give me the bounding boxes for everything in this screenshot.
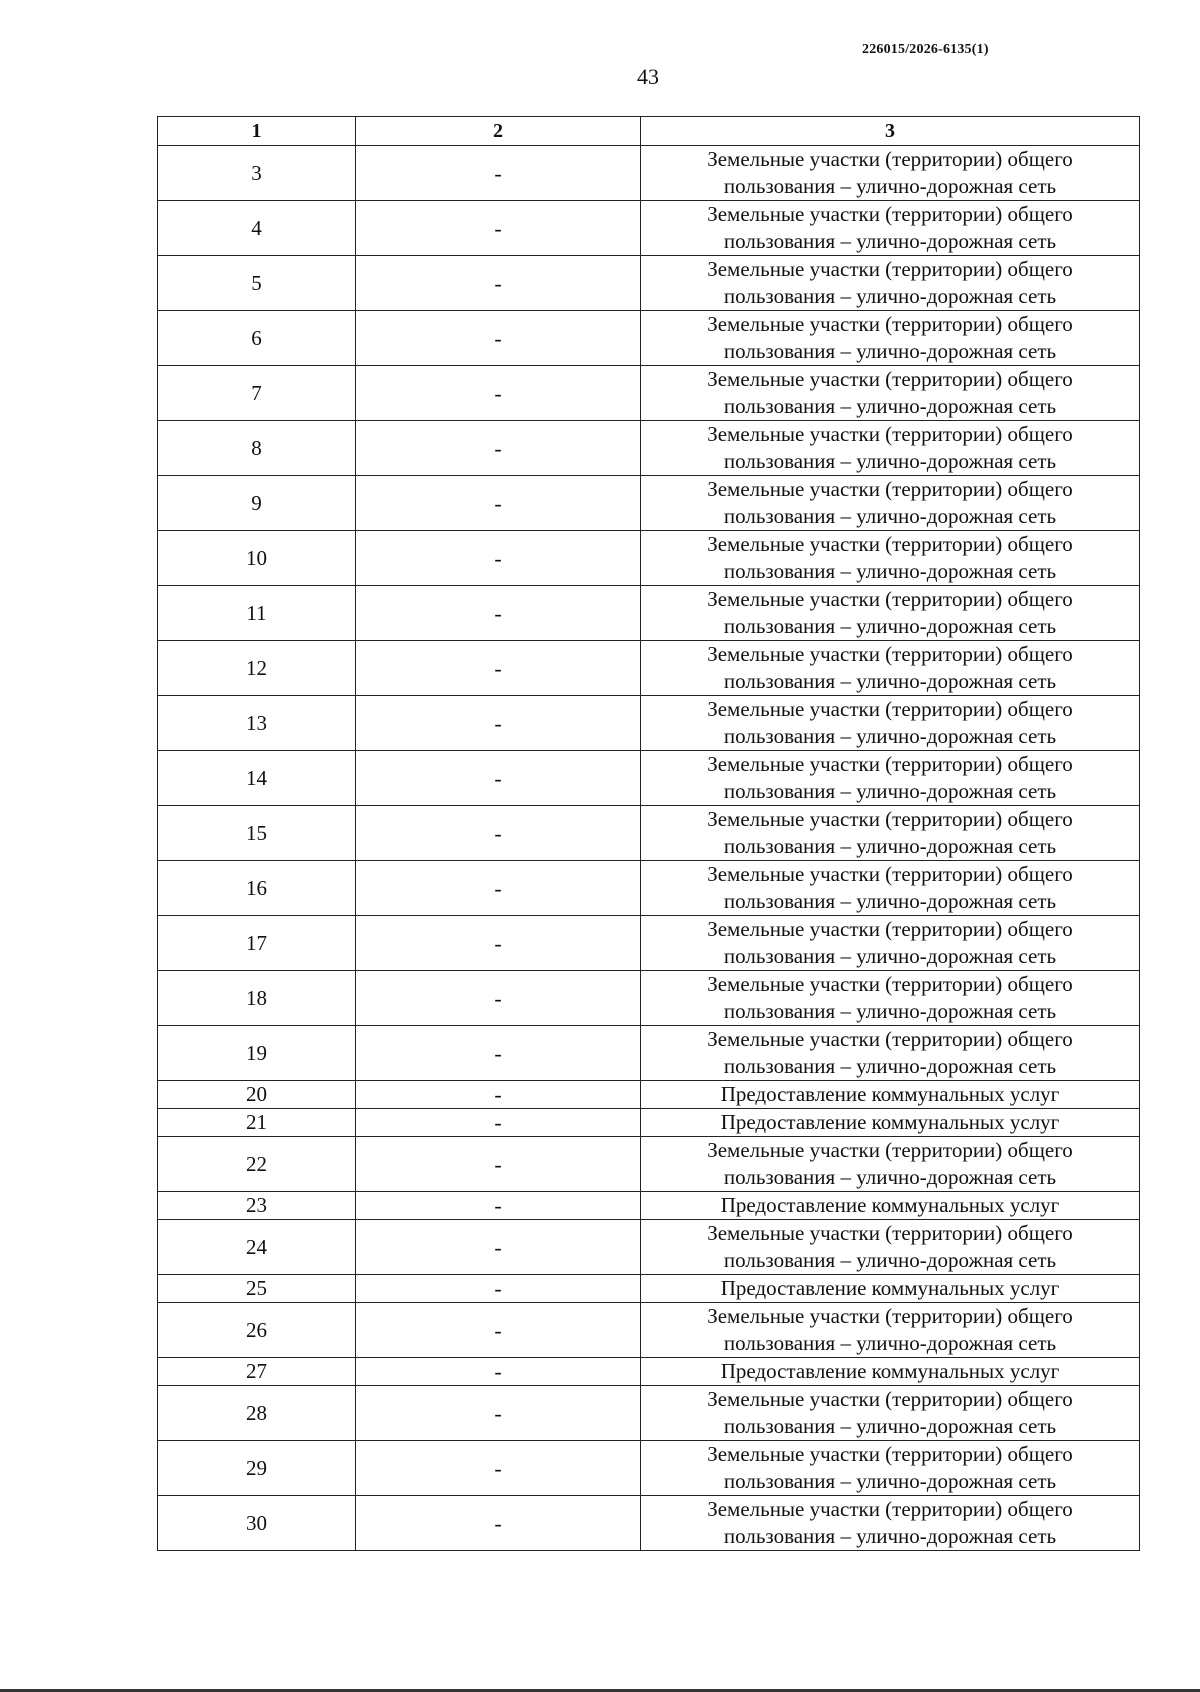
land-use-line-1: Земельные участки (территории) общего xyxy=(707,1221,1073,1245)
table-row xyxy=(158,1386,1140,1441)
column-2-cell: - xyxy=(356,366,641,421)
land-use-cell xyxy=(641,1220,1140,1275)
land-use-cell xyxy=(641,751,1140,806)
column-2-cell: - xyxy=(356,696,641,751)
land-use-cell xyxy=(641,1441,1140,1496)
row-number-cell: 12 xyxy=(158,641,356,696)
row-number-cell: 10 xyxy=(158,531,356,586)
table-row xyxy=(158,696,1140,751)
column-2-cell: - xyxy=(356,1441,641,1496)
column-2-cell: - xyxy=(356,1137,641,1192)
land-use-cell xyxy=(641,421,1140,476)
row-number-cell: 9 xyxy=(158,476,356,531)
column-2-cell: - xyxy=(356,641,641,696)
land-use-line-1: Земельные участки (территории) общего xyxy=(707,1138,1073,1162)
table-row xyxy=(158,1496,1140,1551)
land-use-cell xyxy=(641,641,1140,696)
land-use-line-2: пользования – улично-дорожная сеть xyxy=(723,669,1057,693)
land-use-line-2: пользования – улично-дорожная сеть xyxy=(723,1054,1057,1078)
row-number-cell: 11 xyxy=(158,586,356,641)
land-use-line-1: Земельные участки (территории) общего xyxy=(707,202,1073,226)
land-use-line-1: Земельные участки (территории) общего xyxy=(707,862,1073,886)
column-2-cell: - xyxy=(356,1496,641,1551)
column-2-cell: - xyxy=(356,861,641,916)
row-number-cell: 23 xyxy=(158,1192,356,1220)
table-row xyxy=(158,531,1140,586)
land-use-cell xyxy=(641,1386,1140,1441)
table-row xyxy=(158,421,1140,476)
land-use-line-1: Земельные участки (территории) общего xyxy=(707,917,1073,941)
land-use-line-2: пользования – улично-дорожная сеть xyxy=(723,1414,1057,1438)
row-number-cell: 27 xyxy=(158,1358,356,1386)
table-row xyxy=(158,751,1140,806)
table-row xyxy=(158,1303,1140,1358)
land-use-cell xyxy=(641,1303,1140,1358)
table-row xyxy=(158,1026,1140,1081)
land-use-line-1: Предоставление коммунальных услуг xyxy=(720,1359,1060,1383)
row-number-cell: 15 xyxy=(158,806,356,861)
land-use-cell xyxy=(641,1496,1140,1551)
land-use-cell xyxy=(641,201,1140,256)
column-2-cell: - xyxy=(356,806,641,861)
land-use-line-2: пользования – улично-дорожная сеть xyxy=(723,504,1057,528)
table-row xyxy=(158,586,1140,641)
table-row xyxy=(158,641,1140,696)
column-2-cell: - xyxy=(356,476,641,531)
land-use-line-1: Земельные участки (территории) общего xyxy=(707,1442,1073,1466)
land-use-line-2: пользования – улично-дорожная сеть xyxy=(723,889,1057,913)
row-number-cell: 20 xyxy=(158,1081,356,1109)
land-use-cell xyxy=(641,1081,1140,1109)
land-use-line-2: пользования – улично-дорожная сеть xyxy=(723,614,1057,638)
land-use-cell xyxy=(641,531,1140,586)
column-2-cell: - xyxy=(356,1220,641,1275)
land-use-cell xyxy=(641,1192,1140,1220)
land-use-line-1: Земельные участки (территории) общего xyxy=(707,477,1073,501)
land-use-line-1: Земельные участки (территории) общего xyxy=(707,807,1073,831)
land-use-line-1: Земельные участки (территории) общего xyxy=(707,752,1073,776)
land-use-line-1: Предоставление коммунальных услуг xyxy=(720,1110,1060,1134)
land-use-line-2: пользования – улично-дорожная сеть xyxy=(723,559,1057,583)
column-header-1: 1 xyxy=(158,117,356,146)
column-2-cell: - xyxy=(356,201,641,256)
land-use-line-2: пользования – улично-дорожная сеть xyxy=(723,229,1057,253)
land-use-line-2: пользования – улично-дорожная сеть xyxy=(723,999,1057,1023)
document-reference-number: 226015/2026-6135(1) xyxy=(862,42,989,57)
row-number-cell: 13 xyxy=(158,696,356,751)
land-use-line-1: Земельные участки (территории) общего xyxy=(707,1387,1073,1411)
row-number-cell: 26 xyxy=(158,1303,356,1358)
column-2-cell: - xyxy=(356,146,641,201)
land-use-line-2: пользования – улично-дорожная сеть xyxy=(723,834,1057,858)
table-row xyxy=(158,146,1140,201)
row-number-cell: 6 xyxy=(158,311,356,366)
land-use-line-2: пользования – улично-дорожная сеть xyxy=(723,394,1057,418)
column-2-cell: - xyxy=(356,1109,641,1137)
land-use-cell xyxy=(641,586,1140,641)
table-row xyxy=(158,1109,1140,1137)
row-number-cell: 16 xyxy=(158,861,356,916)
table-body xyxy=(158,146,1140,1551)
column-2-cell: - xyxy=(356,586,641,641)
land-use-cell xyxy=(641,1109,1140,1137)
column-2-cell: - xyxy=(356,1192,641,1220)
land-use-line-1: Земельные участки (территории) общего xyxy=(707,532,1073,556)
land-use-line-1: Земельные участки (территории) общего xyxy=(707,1497,1073,1521)
row-number-cell: 18 xyxy=(158,971,356,1026)
column-2-cell: - xyxy=(356,971,641,1026)
land-use-cell xyxy=(641,476,1140,531)
column-2-cell: - xyxy=(356,1275,641,1303)
row-number-cell: 14 xyxy=(158,751,356,806)
land-use-line-1: Земельные участки (территории) общего xyxy=(707,1027,1073,1051)
column-2-cell: - xyxy=(356,916,641,971)
table-row xyxy=(158,806,1140,861)
row-number-cell: 24 xyxy=(158,1220,356,1275)
land-use-line-1: Предоставление коммунальных услуг xyxy=(720,1193,1060,1217)
land-use-line-1: Земельные участки (территории) общего xyxy=(707,972,1073,996)
land-use-table xyxy=(157,116,1140,1551)
table-row xyxy=(158,366,1140,421)
land-use-line-1: Предоставление коммунальных услуг xyxy=(720,1276,1060,1300)
row-number-cell: 25 xyxy=(158,1275,356,1303)
land-use-line-1: Земельные участки (территории) общего xyxy=(707,697,1073,721)
column-2-cell: - xyxy=(356,1081,641,1109)
land-use-cell xyxy=(641,1275,1140,1303)
land-use-line-2: пользования – улично-дорожная сеть xyxy=(723,449,1057,473)
column-2-cell: - xyxy=(356,1386,641,1441)
row-number-cell: 21 xyxy=(158,1109,356,1137)
column-2-cell: - xyxy=(356,1303,641,1358)
land-use-cell xyxy=(641,916,1140,971)
row-number-cell: 28 xyxy=(158,1386,356,1441)
column-header-3: 3 xyxy=(641,117,1140,146)
row-number-cell: 22 xyxy=(158,1137,356,1192)
column-2-cell: - xyxy=(356,531,641,586)
column-2-cell: - xyxy=(356,1026,641,1081)
row-number-cell: 4 xyxy=(158,201,356,256)
land-use-line-2: пользования – улично-дорожная сеть xyxy=(723,944,1057,968)
land-use-cell xyxy=(641,1358,1140,1386)
land-use-line-1: Земельные участки (территории) общего xyxy=(707,1304,1073,1328)
row-number-cell: 29 xyxy=(158,1441,356,1496)
column-2-cell: - xyxy=(356,311,641,366)
column-2-cell: - xyxy=(356,421,641,476)
table-row xyxy=(158,1441,1140,1496)
land-use-cell xyxy=(641,256,1140,311)
land-use-line-1: Земельные участки (территории) общего xyxy=(707,642,1073,666)
table-row xyxy=(158,1220,1140,1275)
table-row xyxy=(158,1275,1140,1303)
table-row xyxy=(158,1192,1140,1220)
table-row xyxy=(158,256,1140,311)
land-use-line-2: пользования – улично-дорожная сеть xyxy=(723,724,1057,748)
land-use-line-1: Земельные участки (территории) общего xyxy=(707,587,1073,611)
land-use-line-1: Земельные участки (территории) общего xyxy=(707,367,1073,391)
land-use-line-2: пользования – улично-дорожная сеть xyxy=(723,284,1057,308)
row-number-cell: 17 xyxy=(158,916,356,971)
table-row xyxy=(158,201,1140,256)
land-use-line-2: пользования – улично-дорожная сеть xyxy=(723,1165,1057,1189)
table-row xyxy=(158,311,1140,366)
table-row xyxy=(158,916,1140,971)
column-header-2: 2 xyxy=(356,117,641,146)
land-use-line-1: Земельные участки (территории) общего xyxy=(707,147,1073,171)
table-row xyxy=(158,971,1140,1026)
land-use-line-2: пользования – улично-дорожная сеть xyxy=(723,1524,1057,1548)
table-row xyxy=(158,1081,1140,1109)
table-row xyxy=(158,861,1140,916)
land-use-line-1: Предоставление коммунальных услуг xyxy=(720,1082,1060,1106)
land-use-cell xyxy=(641,311,1140,366)
table-row xyxy=(158,1358,1140,1386)
column-2-cell: - xyxy=(356,1358,641,1386)
row-number-cell: 19 xyxy=(158,1026,356,1081)
land-use-cell xyxy=(641,861,1140,916)
land-use-cell xyxy=(641,1026,1140,1081)
land-use-line-2: пользования – улично-дорожная сеть xyxy=(723,174,1057,198)
land-use-cell xyxy=(641,1137,1140,1192)
land-use-line-1: Земельные участки (территории) общего xyxy=(707,257,1073,281)
row-number-cell: 7 xyxy=(158,366,356,421)
land-use-line-2: пользования – улично-дорожная сеть xyxy=(723,339,1057,363)
column-2-cell: - xyxy=(356,751,641,806)
table-header-row xyxy=(158,117,1140,146)
land-use-cell xyxy=(641,146,1140,201)
land-use-line-2: пользования – улично-дорожная сеть xyxy=(723,1248,1057,1272)
row-number-cell: 30 xyxy=(158,1496,356,1551)
row-number-cell: 5 xyxy=(158,256,356,311)
land-use-cell xyxy=(641,696,1140,751)
land-use-line-1: Земельные участки (территории) общего xyxy=(707,422,1073,446)
row-number-cell: 3 xyxy=(158,146,356,201)
land-use-line-2: пользования – улично-дорожная сеть xyxy=(723,1331,1057,1355)
land-use-line-1: Земельные участки (территории) общего xyxy=(707,312,1073,336)
table-row xyxy=(158,476,1140,531)
land-use-line-2: пользования – улично-дорожная сеть xyxy=(723,779,1057,803)
land-use-cell xyxy=(641,366,1140,421)
column-2-cell: - xyxy=(356,256,641,311)
land-use-cell xyxy=(641,806,1140,861)
table-row xyxy=(158,1137,1140,1192)
page-number: 43 xyxy=(637,64,659,89)
land-use-line-2: пользования – улично-дорожная сеть xyxy=(723,1469,1057,1493)
land-use-cell xyxy=(641,971,1140,1026)
row-number-cell: 8 xyxy=(158,421,356,476)
